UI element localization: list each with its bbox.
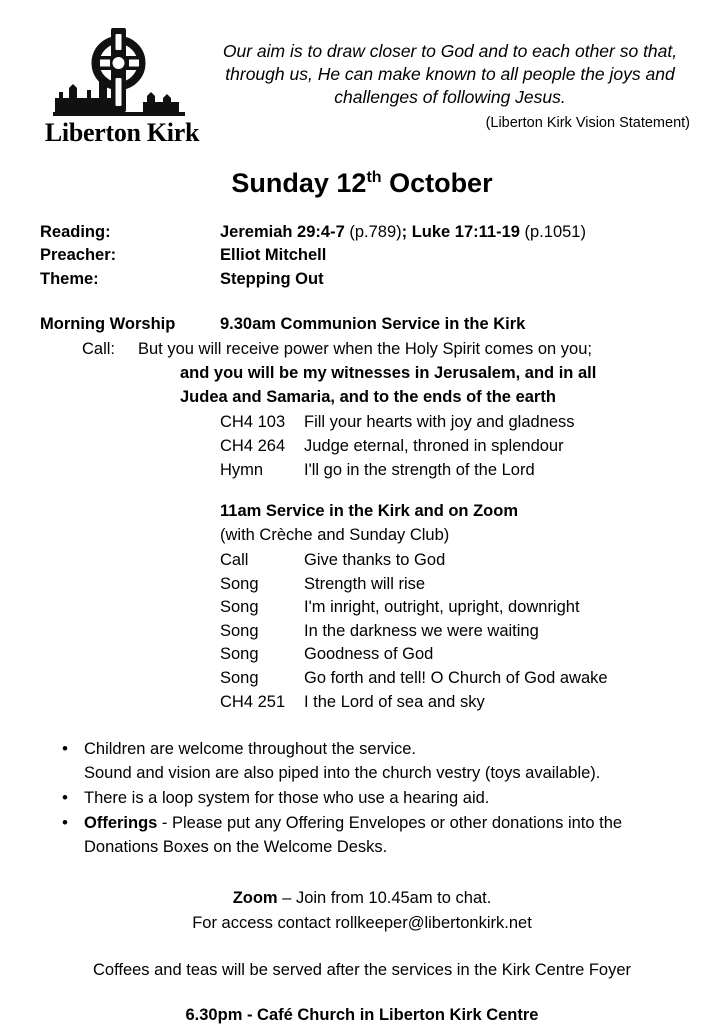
hymn-title: I'm inright, outright, upright, downright xyxy=(304,598,580,617)
coffee-note: Coffees and teas will be served after the services in the Kirk Centre Foyer xyxy=(92,961,632,980)
info-value-theme: Stepping Out xyxy=(220,269,324,288)
hymn-code: Song xyxy=(220,621,259,640)
info-label-theme: Theme: xyxy=(40,269,99,288)
page-title xyxy=(0,168,724,199)
list-item xyxy=(56,812,684,860)
list-item xyxy=(56,738,684,786)
list-item xyxy=(56,787,684,811)
cafe-church-note: 6.30pm - Café Church in Liberton Kirk Centre xyxy=(185,1006,539,1025)
list-item xyxy=(220,643,724,667)
list-item xyxy=(220,596,724,620)
reading-1-page: (p.789) xyxy=(344,223,402,241)
note-subtext: Sound and vision are also piped into the church vestry (toys available). xyxy=(84,764,601,783)
list-item xyxy=(220,620,724,644)
list-item xyxy=(220,573,724,597)
zoom-label: Zoom xyxy=(232,888,278,907)
hymn-title: Judge eternal, throned in splendour xyxy=(304,437,564,456)
notes-list xyxy=(0,738,724,860)
reading-2-page: (p.1051) xyxy=(519,223,586,241)
hymn-title: Goodness of God xyxy=(304,645,434,664)
title-main: Sunday 12 xyxy=(231,168,367,198)
list-item xyxy=(220,459,724,483)
list-item xyxy=(220,691,724,715)
list-item xyxy=(220,549,724,573)
note-subtext: Donations Boxes on the Welcome Desks. xyxy=(84,837,388,856)
list-item xyxy=(220,667,724,691)
hymn-title: I'll go in the strength of the Lord xyxy=(304,460,535,479)
vision-statement-block xyxy=(206,26,694,131)
title-ordinal: th xyxy=(366,169,382,186)
hymn-code: Song xyxy=(220,598,259,617)
hymn-code: CH4 251 xyxy=(220,692,286,711)
hymn-code: CH4 103 xyxy=(220,413,286,432)
hymn-code: Song xyxy=(220,645,259,664)
hymn-title: Give thanks to God xyxy=(304,551,446,570)
zoom-note xyxy=(0,886,724,936)
morning-worship-label: Morning Worship xyxy=(40,315,176,334)
note-text: Children are welcome throughout the service. xyxy=(84,740,417,759)
hymn-title: I the Lord of sea and sky xyxy=(304,692,485,711)
title-month: October xyxy=(381,168,493,198)
hymn-title: Strength will rise xyxy=(304,574,426,593)
info-value-reading xyxy=(220,221,586,244)
hymn-code: Song xyxy=(220,574,259,593)
morning-worship-heading xyxy=(40,313,724,336)
info-label-preacher: Preacher: xyxy=(40,246,117,265)
morning-call-line-1: But you will receive power when the Holy Spirit comes on you; xyxy=(138,339,592,358)
eleven-am-title: 11am Service in the Kirk and on Zoom xyxy=(220,502,519,521)
reading-1: Jeremiah 29:4-7 xyxy=(220,223,345,241)
hymn-code: CH4 264 xyxy=(220,437,286,456)
info-label-reading: Reading: xyxy=(40,223,111,241)
zoom-line xyxy=(0,886,724,911)
note-text: - Please put any Offering Envelopes or other donations into the xyxy=(157,814,623,832)
services-section xyxy=(0,313,724,714)
info-row xyxy=(40,221,724,244)
eleven-am-subtitle: (with Crèche and Sunday Club) xyxy=(220,525,450,544)
eleven-am-block xyxy=(40,500,724,714)
info-value-preacher: Elliot Mitchell xyxy=(220,246,327,265)
info-row xyxy=(40,268,724,291)
morning-worship-title: 9.30am Communion Service in the Kirk xyxy=(220,315,526,334)
hymn-code: Call xyxy=(220,551,249,570)
eleven-am-hymn-list xyxy=(220,549,724,714)
morning-call-label: Call: xyxy=(82,339,116,358)
note-text: There is a loop system for those who use a hearing aid. xyxy=(84,789,490,808)
morning-call-body xyxy=(138,338,724,410)
vision-statement-source: (Liberton Kirk Vision Statement) xyxy=(485,115,690,132)
info-row xyxy=(40,244,724,267)
note-bold-label: Offerings xyxy=(84,814,158,832)
hymn-title: Fill your hearts with joy and gladness xyxy=(304,413,575,432)
reading-2: ; Luke 17:11-19 xyxy=(401,223,520,241)
morning-call-row xyxy=(40,338,724,410)
zoom-contact: For access contact rollkeeper@libertonkirk.net xyxy=(192,913,532,932)
logo-wordmark: Liberton Kirk xyxy=(44,118,200,147)
header xyxy=(0,0,724,146)
hymn-title: In the darkness we were waiting xyxy=(304,621,539,640)
morning-call-line-2: and you will be my witnesses in Jerusalem, and in all xyxy=(180,363,597,382)
hymn-code: Song xyxy=(220,669,259,688)
logo-block xyxy=(38,26,206,146)
morning-call-line-3: Judea and Samaria, and to the ends of the earth xyxy=(180,387,556,406)
celtic-cross-icon xyxy=(47,26,197,118)
service-info xyxy=(0,221,724,291)
hymn-title: Go forth and tell! O Church of God awake xyxy=(304,669,608,688)
zoom-text: – Join from 10.45am to chat. xyxy=(277,888,492,907)
list-item xyxy=(220,411,724,435)
list-item xyxy=(220,435,724,459)
vision-statement-text: Our aim is to draw closer to God and to each other so that, through us, He can make known to all people the joys and challenges of following Jesus. xyxy=(222,41,678,108)
morning-hymn-list xyxy=(40,411,724,482)
hymn-code: Hymn xyxy=(220,460,264,479)
